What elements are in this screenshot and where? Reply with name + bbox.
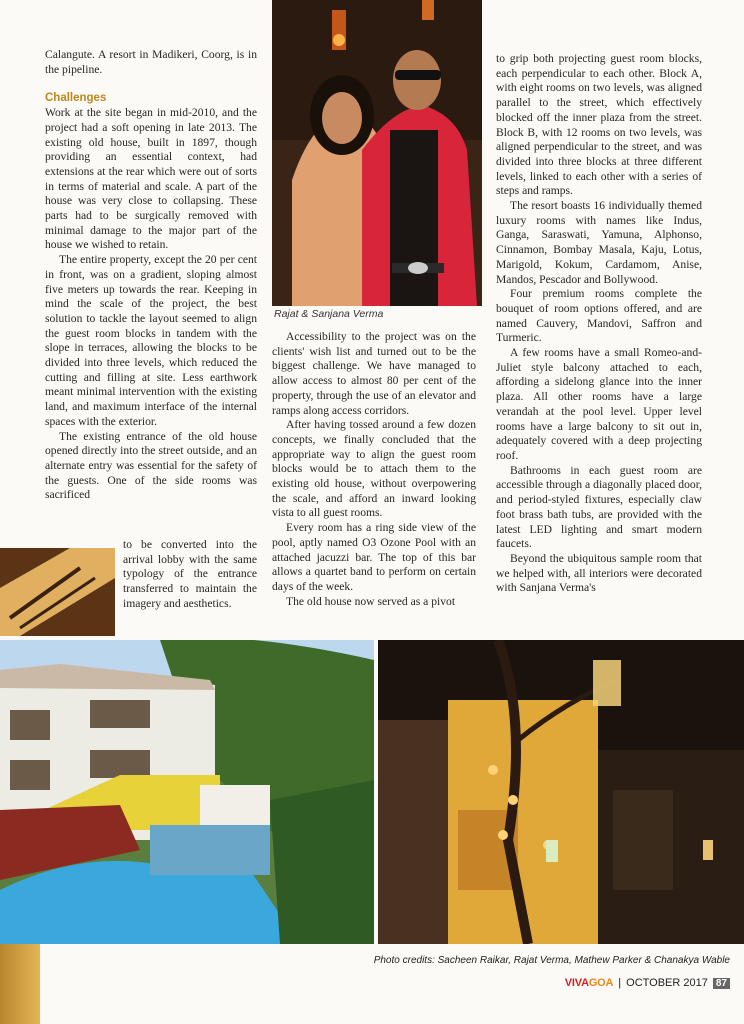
paragraph: After having tossed around a few dozen concepts, we finally concluded that the appropriate way to align the guest room blocks would be to attach them to the existing old house, without overpowering the scale, and afford an inward looking vista to all guest rooms. [272, 418, 476, 520]
photo-credits: Photo credits: Sacheen Raikar, Rajat Verma, Mathew Parker & Chanakya Wable [373, 955, 730, 966]
brand-viva: VIVA [564, 977, 589, 989]
paragraph: Accessibility to the project was on the clients' wish list and turned out to be the biggest challenge. We have managed to allow access to almost 80 per cent of the property, through the use of an elevator and ramps along access corridors. [272, 330, 476, 417]
paragraph: Every room has a ring side view of the pool, aptly named O3 Ozone Pool with an attached jacuzzi bar. The top of this bar allows a quartet band to perform on certain days of the week. [272, 521, 476, 593]
footer-separator: | [618, 977, 622, 989]
section-heading: Challenges [45, 92, 107, 105]
paragraph: Work at the site began in mid-2010, and the project had a soft opening in late 2013. The existing old house, built in 1897, though providing an essential context, had extensions at the rear which were out of sorts in terms of material and scale. A part of the house was very close to collapsing. These parts had to be surgically removed with minimal damage to the major part of the house we wished to retain. [45, 106, 257, 252]
brand-goa: GOA [588, 977, 614, 989]
night-facade-photo [378, 640, 744, 944]
text-column-3 [496, 52, 702, 596]
text-column-1 [45, 48, 257, 503]
pool-illustration [0, 640, 374, 944]
night-illustration [378, 640, 744, 944]
decorative-edge-photo [0, 944, 40, 1024]
paragraph: The existing entrance of the old house opened directly into the street outside, and an alternate entry was essential for the safety of the guests. One of the side rooms was sacrificed [45, 429, 257, 502]
issue-date: OCTOBER 2017 [626, 977, 708, 989]
paragraph: Four premium rooms complete the bouquet of room options offered, and are named Cauvery, Mandovi, Saffron and Turmeric. [496, 287, 702, 345]
portrait-illustration [272, 0, 482, 306]
paragraph: The entire property, except the 20 per cent in front, was on a gradient, sloping almost five meters up towards the rear. Keeping in mind the scale of the project, the best solution to tackle the layout seemed to align the guest room blocks in tandem with the slope in terraces, allowing the blocks to be divided into three levels, which reduced the cutting and filling at site. Less earthwork meant minimal intervention with the existing land, and maximum interface of the internal spaces with the exterior. [45, 253, 257, 428]
page-number: 87 [713, 978, 730, 989]
pool-photo [0, 640, 374, 944]
lamp-illustration [0, 548, 115, 636]
paragraph: to be converted into the arrival lobby with the same typology of the entrance transferred to maintain the imagery and aesthetics. [123, 538, 257, 610]
interior-lamp-photo [0, 548, 115, 636]
portrait-photo [272, 0, 482, 306]
paragraph: to grip both projecting guest room blocks, each perpendicular to each other. Block A, with eight rooms on two levels, was aligned parallel to the street, which effectively blocked off the inner plaza from the street. Block B, with 12 rooms on two levels, was aligned perpendicular to the street, and was divided into three blocks at three different levels, linked to each other with a series of steps and ramps. [496, 52, 702, 198]
portrait-caption: Rajat & Sanjana Verma [274, 308, 384, 320]
magazine-logo [565, 977, 614, 989]
page-footer [565, 977, 730, 989]
paragraph: Calangute. A resort in Madikeri, Coorg, is in the pipeline. [45, 48, 257, 76]
paragraph: Beyond the ubiquitous sample room that we helped with, all interiors were decorated with Sanjana Verma's [496, 551, 702, 595]
text-column-2 [272, 330, 476, 609]
paragraph: The resort boasts 16 individually themed luxury rooms with names like Indus, Ganga, Saraswati, Yamuna, Alphonso, Cinnamon, Bombay Masala, Kaju, Lotus, Marigold, Kokum, Cardamom, Anise, Mandos, Pescador and Bollywood. [496, 199, 702, 286]
paragraph: Bathrooms in each guest room are accessible through a diagonally placed door, and period-styled fixtures, especially claw foot brass bath tubs, are provided with the latest LED lighting and smart modern faucets. [496, 463, 702, 551]
paragraph: A few rooms have a small Romeo-and-Juliet style balcony attached to each, affording a sidelong glance into the inner plaza. All other rooms have a large verandah at the pool level. Upper level rooms have a large balcony to sit out in, adequately covered with a deep projecting roof. [496, 346, 702, 462]
paragraph: The old house now served as a pivot [286, 594, 456, 608]
text-column-1-continued [123, 538, 257, 612]
